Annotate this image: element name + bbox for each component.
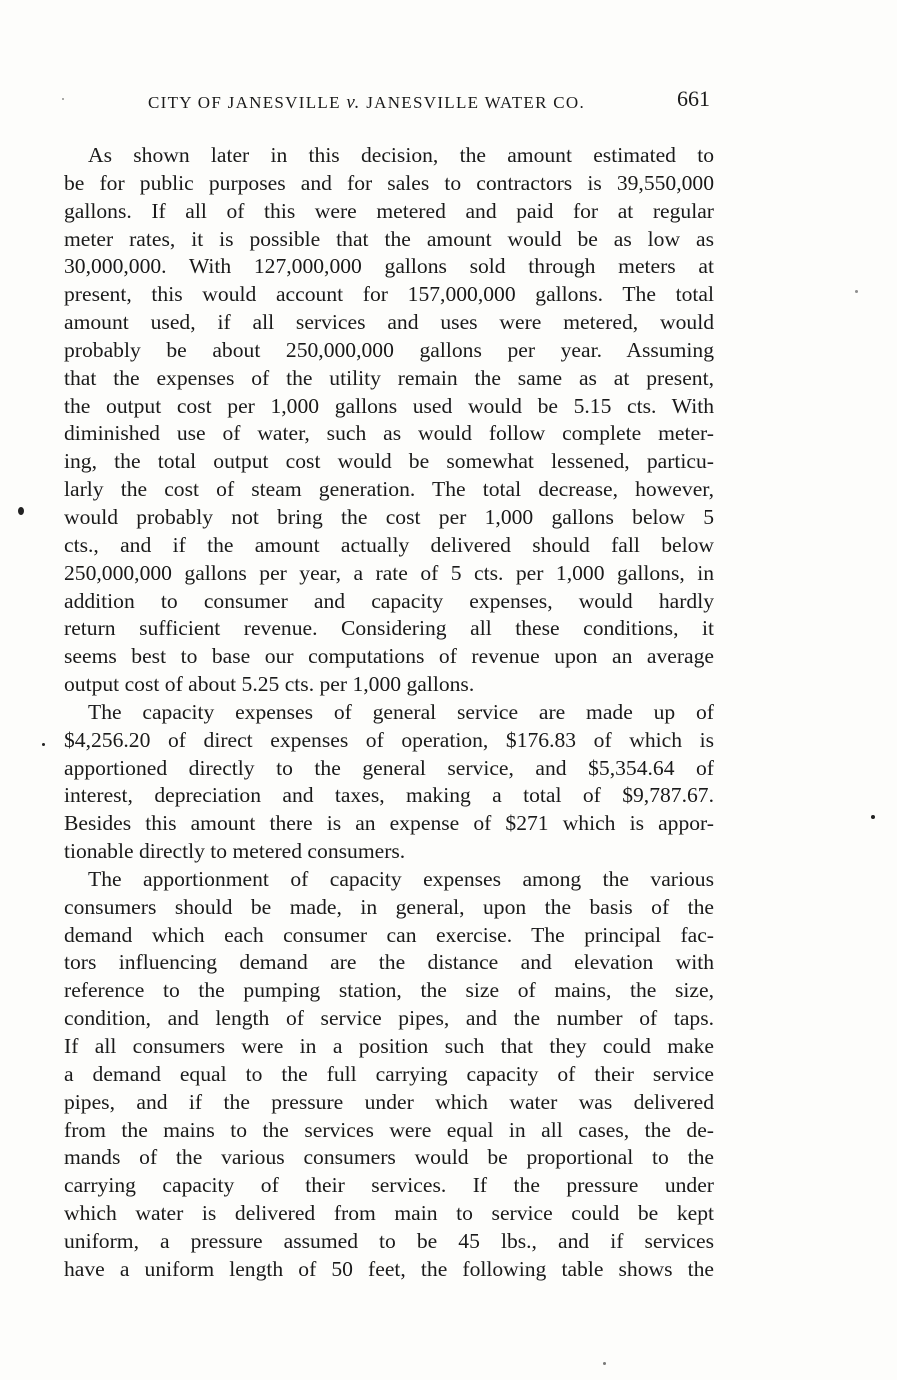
text-line: The apportionment of capacity expenses among the various: [88, 866, 714, 891]
text-line: output cost of about 5.25 cts. per 1,000 gallons.: [64, 672, 475, 697]
text-line: return sufficient revenue. Considering all these conditions, it: [64, 616, 714, 641]
text-line: tors influencing demand are the distance and elevation with: [64, 950, 714, 975]
paragraph-capacity-expenses: [64, 699, 714, 866]
text-line: tionable directly to metered consumers.: [64, 839, 406, 864]
text-line: uniform, a pressure assumed to be 45 lbs., and if services: [64, 1228, 714, 1253]
running-head-pre: CITY OF JANESVILLE: [148, 93, 347, 112]
print-speck: [603, 1362, 606, 1365]
print-speck: [871, 815, 875, 819]
text-line: the output cost per 1,000 gallons used would be 5.15 cts. With: [64, 393, 714, 418]
text-line: condition, and length of service pipes, and the number of taps.: [64, 1006, 714, 1031]
text-line: that the expenses of the utility remain the same as at present,: [64, 365, 714, 390]
text-line: meter rates, it is possible that the amount would be as low as: [64, 226, 714, 251]
text-line: $4,256.20 of direct expenses of operation, $176.83 of which is: [64, 727, 714, 752]
text-line: reference to the pumping station, the size of mains, the size,: [64, 978, 714, 1003]
running-head: [148, 92, 585, 114]
text-line: from the mains to the services were equal in all cases, the de-: [64, 1117, 714, 1142]
text-line: The capacity expenses of general service are made up of: [88, 699, 714, 724]
text-line: 30,000,000. With 127,000,000 gallons sold through meters at: [64, 254, 714, 279]
text-line: Besides this amount there is an expense of $271 which is appor-: [64, 811, 714, 836]
paragraph-apportionment: [64, 866, 714, 1284]
text-line: addition to consumer and capacity expenses, would hardly: [64, 588, 714, 613]
text-line: present, this would account for 157,000,000 gallons. The total: [64, 282, 714, 307]
text-line: demand which each consumer can exercise. The principal fac-: [64, 922, 714, 947]
text-line: 250,000,000 gallons per year, a rate of 5 cts. per 1,000 gallons, in: [64, 560, 714, 585]
text-line: ing, the total output cost would be somewhat lessened, particu-: [64, 449, 714, 474]
text-line: diminished use of water, such as would follow complete meter-: [64, 421, 714, 446]
page-header: [130, 86, 720, 116]
print-speck: [62, 98, 64, 100]
text-line: carrying capacity of their services. If the pressure under: [64, 1173, 714, 1198]
text-line: mands of the various consumers would be proportional to the: [64, 1145, 714, 1170]
text-line: a demand equal to the full carrying capacity of their service: [64, 1061, 714, 1086]
text-line: gallons. If all of this were metered and paid for at regular: [64, 198, 714, 223]
text-line: would probably not bring the cost per 1,000 gallons below 5: [64, 504, 714, 529]
text-line: As shown later in this decision, the amount estimated to: [88, 143, 714, 167]
text-line: apportioned directly to the general service, and $5,354.64 of: [64, 755, 714, 780]
running-head-post: JANESVILLE WATER CO.: [360, 93, 586, 112]
text-line: have a uniform length of 50 feet, the following table shows the: [64, 1256, 714, 1281]
print-speck: [42, 743, 45, 746]
text-line: pipes, and if the pressure under which water was delivered: [64, 1089, 714, 1114]
text-line: larly the cost of steam generation. The total decrease, however,: [64, 477, 714, 502]
body-text: [64, 142, 714, 1284]
page-number: 661: [677, 86, 710, 111]
text-line: be for public purposes and for sales to contractors is 39,550,000: [64, 170, 714, 195]
text-line: probably be about 250,000,000 gallons per year. Assuming: [64, 337, 714, 362]
text-line: amount used, if all services and uses were metered, would: [64, 310, 714, 335]
text-line: If all consumers were in a position such that they could make: [64, 1034, 714, 1058]
text-line: cts., and if the amount actually delivered should fall below: [64, 532, 714, 557]
running-head-versus: v.: [346, 92, 361, 113]
print-speck: [855, 290, 858, 293]
text-line: consumers should be made, in general, upon the basis of the: [64, 894, 714, 919]
text-line: seems best to base our computations of revenue upon an average: [64, 644, 714, 669]
print-speck: [18, 507, 24, 515]
text-line: which water is delivered from main to service could be kept: [64, 1201, 714, 1226]
text-line: interest, depreciation and taxes, making a total of $9,787.67.: [64, 783, 714, 808]
paragraph-output-cost: [64, 142, 714, 699]
